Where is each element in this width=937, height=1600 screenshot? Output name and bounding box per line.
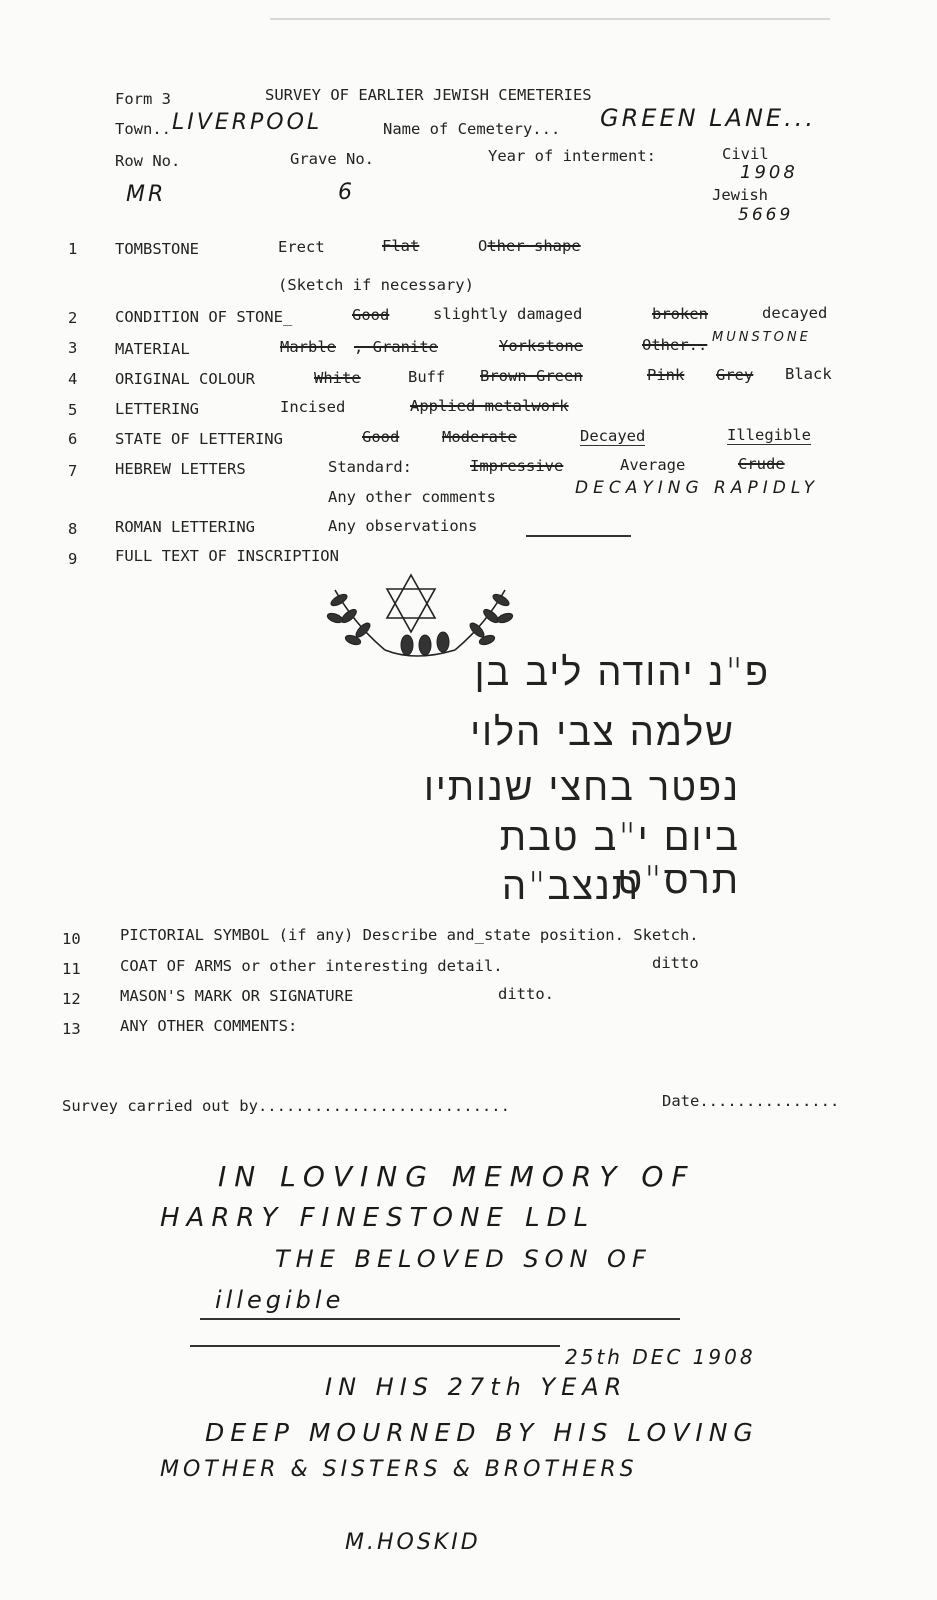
town-value: LIVERPOOL [172,110,323,135]
item-3-label: MATERIAL [115,340,190,358]
state-illegible: Illegible [727,426,811,444]
item-13-label: ANY OTHER COMMENTS: [120,1017,298,1035]
tombstone-other-shape: Other shape [478,237,581,255]
hebrew-average: Average [620,456,686,474]
civil-label: Civil [722,145,769,163]
state-moderate: Moderate [442,428,517,446]
ghost-text [620,1140,627,1154]
english-line-1: IN LOVING MEMORY OF [218,1160,696,1193]
hebrew-line-3: נפטר בחצי שנותיו [424,765,740,809]
hebrew-line-2: שלמה צבי הלוי [470,710,735,754]
item-6-number: 6 [68,430,78,448]
colour-grey: Grey [716,366,754,384]
condition-good: Good [352,306,390,324]
jewish-label: Jewish [712,186,768,204]
lettering-incised: Incised [280,398,346,416]
colour-white: White [314,369,361,387]
lettering-applied-metalwork: Applied metalwork [410,397,569,415]
item-12-label: MASON'S MARK OR SIGNATURE [120,987,354,1005]
year-label: Year of interment: [488,147,656,165]
row-value: MR [126,182,167,207]
grave-label: Grave No. [290,150,374,168]
item-8-label: ROMAN LETTERING [115,518,255,536]
item-9-number: 9 [68,550,78,568]
item-3-number: 3 [68,339,78,357]
tombstone-erect: Erect [278,238,325,256]
comments-value: DECAYING RAPIDLY [575,478,820,498]
grave-value: 6 [338,180,355,205]
item-6-label: STATE OF LETTERING [115,430,283,448]
english-line-9: M.HOSKID [345,1530,481,1555]
item-5-label: LETTERING [115,400,199,418]
english-line-3: THE BELOVED SON OF [275,1245,652,1273]
english-line-5: 25th DEC 1908 [565,1345,756,1369]
english-line-8: MOTHER & SISTERS & BROTHERS [160,1457,638,1482]
condition-decayed: decayed [762,304,828,322]
item-4-label: ORIGINAL COLOUR [115,370,255,388]
material-other: Other.. [642,336,708,354]
english-line-4: illegible [215,1286,345,1314]
colour-pink: Pink [647,366,685,384]
item-5-number: 5 [68,401,78,419]
sketch-note: (Sketch if necessary) [278,276,474,294]
hebrew-impressive: Impressive [470,457,564,475]
hebrew-line-1: פ"נ יהודה ליב בן [474,650,770,694]
cemetery-label: Name of Cemetery... [383,120,561,138]
jewish-value: 5669 [738,205,794,225]
hebrew-line-5: תרס"ט [617,858,740,902]
comments-label: Any other comments [328,488,496,506]
english-line-6: IN HIS 27th YEAR [325,1373,628,1401]
item-1-label: TOMBSTONE [115,240,199,258]
item-2-label: CONDITION OF STONE_ [115,308,293,326]
row-label: Row No. [115,152,181,170]
hebrew-line-4: ביום י"ב טבת [499,815,740,859]
inscription-underline-2 [190,1345,560,1347]
item-11-label: COAT OF ARMS or other interesting detail. [120,957,503,975]
inscription-underline-1 [200,1318,680,1320]
civil-value: 1908 [740,162,798,183]
item-11-number: 11 [62,960,81,978]
survey-carried-out-by: Survey carried out by........................... [62,1097,510,1115]
item-9-label: FULL TEXT OF INSCRIPTION [115,547,339,565]
item-12-ditto: ditto. [498,985,554,1003]
item-10-label: PICTORIAL SYMBOL (if any) Describe and_state position. Sketch. [120,926,699,944]
item-11-ditto: ditto [652,954,699,972]
state-decayed: Decayed [580,427,646,445]
item-7-label: HEBREW LETTERS [115,460,246,478]
english-line-2: HARRY FINESTONE LDL [160,1203,596,1233]
hebrew-standard-label: Standard: [328,458,412,476]
item-13-number: 13 [62,1020,81,1038]
roman-observations-label: Any observations [328,517,478,535]
town-label: Town.. [115,120,171,138]
item-10-number: 10 [62,930,81,948]
material-granite: , Granite [354,338,438,356]
item-7-number: 7 [68,462,78,480]
condition-broken: broken [652,305,708,323]
form-title: SURVEY OF EARLIER JEWISH CEMETERIES [265,86,592,104]
form-number: Form 3 [115,90,171,108]
condition-slightly-damaged: slightly damaged [433,305,583,323]
cemetery-value: GREEN LANE... [600,104,816,132]
survey-date: Date............... [662,1092,840,1110]
state-good: Good [362,428,400,446]
roman-observations-line [526,535,631,537]
colour-black: Black [785,365,832,383]
item-8-number: 8 [68,520,78,538]
item-2-number: 2 [68,309,78,327]
hebrew-line-6: תנצב"ה [501,864,640,908]
material-marble: Marble [280,338,336,356]
material-other-value: MUNSTONE [712,330,811,345]
item-1-number: 1 [68,240,78,258]
colour-brown-green: Brown Green [480,367,583,385]
tombstone-flat: Flat [382,237,420,255]
item-12-number: 12 [62,990,81,1008]
hebrew-crude: Crude [738,455,785,473]
colour-buff: Buff [408,368,446,386]
material-yorkstone: Yorkstone [499,337,583,355]
english-line-7: DEEP MOURNED BY HIS LOVING [205,1418,759,1447]
item-4-number: 4 [68,370,78,388]
